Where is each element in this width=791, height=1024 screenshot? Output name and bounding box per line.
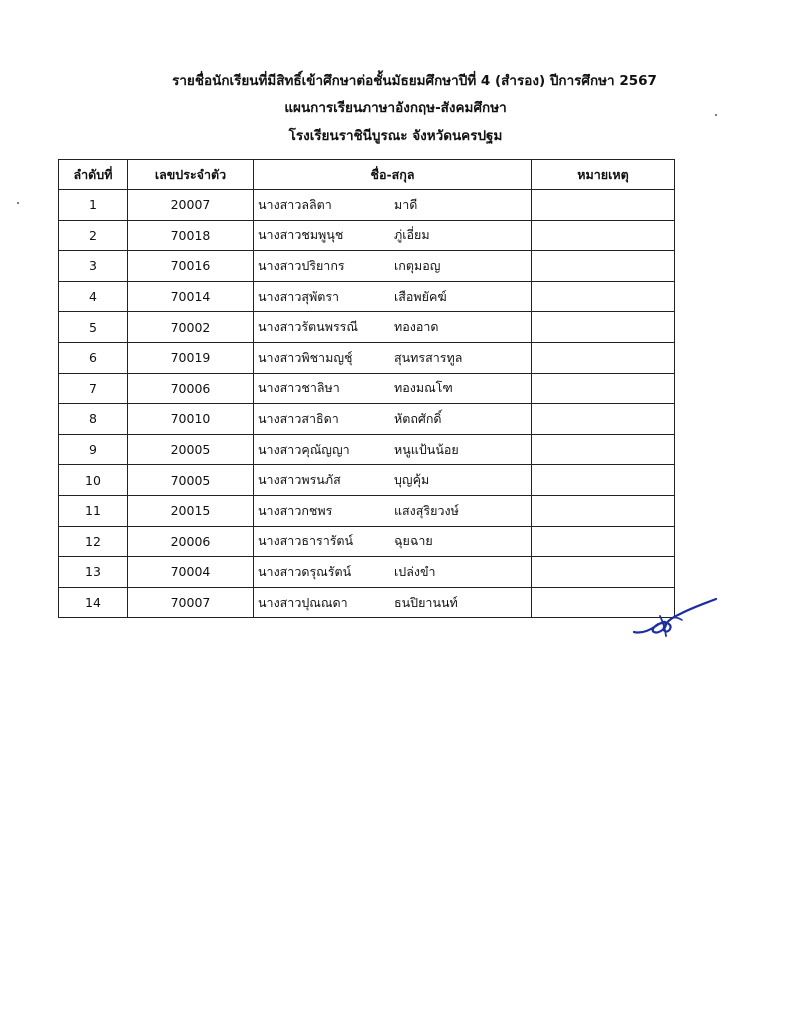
row-full-name: [254, 465, 532, 496]
scan-speck: [17, 202, 19, 204]
row-student-id: 70002: [128, 312, 254, 343]
row-remark: [532, 526, 675, 557]
row-full-name: [254, 312, 532, 343]
row-first-name: นางสาวสุพัตรา: [258, 288, 340, 304]
table-row: [59, 404, 675, 435]
row-number: 6: [59, 342, 128, 373]
row-remark: [532, 495, 675, 526]
row-last-name: หัตถศักดิ์: [394, 410, 442, 426]
row-number: 8: [59, 404, 128, 435]
page-title: รายชื่อนักเรียนที่มีสิทธิ์เข้าศึกษาต่อชั้นมัธยมศึกษาปีที่ 4 (สำรอง) ปีการศึกษา 2567: [172, 73, 657, 89]
row-first-name: นางสาวชมพูนุช: [258, 227, 344, 243]
row-first-name: นางสาวปริยากร: [258, 257, 345, 273]
row-first-name: นางสาวปุณณดา: [258, 594, 348, 610]
row-last-name: ทองอาด: [394, 319, 439, 335]
row-number: 11: [59, 495, 128, 526]
row-last-name: สุนทรสารทูล: [394, 349, 463, 365]
table-row: [59, 495, 675, 526]
row-first-name: นางสาวลลิตา: [258, 196, 332, 212]
row-student-id: 70019: [128, 342, 254, 373]
row-number: 12: [59, 526, 128, 557]
signature: [632, 596, 720, 646]
row-student-id: 70006: [128, 373, 254, 404]
table-header-row: [59, 160, 675, 190]
row-number: 7: [59, 373, 128, 404]
student-list-table: [58, 159, 675, 618]
row-last-name: ธนปิยานนท์: [394, 594, 458, 610]
row-student-id: 70004: [128, 557, 254, 588]
row-last-name: เกตุมอญ: [394, 257, 441, 273]
row-last-name: ทองมณโฑ: [394, 380, 453, 396]
row-last-name: เปล่งขำ: [394, 563, 436, 579]
study-plan-title: แผนการเรียนภาษาอังกฤษ-สังคมศึกษา: [284, 100, 507, 116]
header-student-id: เลขประจำตัว: [128, 160, 254, 190]
header-name: ชื่อ-สกุล: [254, 160, 532, 190]
row-first-name: นางสาวชาลิษา: [258, 380, 340, 396]
row-full-name: [254, 373, 532, 404]
row-number: 4: [59, 281, 128, 312]
row-number: 5: [59, 312, 128, 343]
header-remark: หมายเหตุ: [532, 160, 675, 190]
row-remark: [532, 342, 675, 373]
row-last-name: แสงสุริยวงษ์: [394, 502, 459, 518]
row-student-id: 70016: [128, 251, 254, 282]
row-student-id: 70010: [128, 404, 254, 435]
table-row: [59, 373, 675, 404]
row-student-id: 20006: [128, 526, 254, 557]
row-student-id: 20007: [128, 190, 254, 221]
row-full-name: [254, 220, 532, 251]
table-row: [59, 251, 675, 282]
row-full-name: [254, 587, 532, 618]
table-row: [59, 281, 675, 312]
row-number: 14: [59, 587, 128, 618]
row-last-name: หนูแป้นน้อย: [394, 441, 459, 457]
row-first-name: นางสาวพิชามญชุ์: [258, 349, 353, 365]
row-student-id: 70014: [128, 281, 254, 312]
row-student-id: 70005: [128, 465, 254, 496]
row-first-name: นางสาวธารารัตน์: [258, 533, 354, 549]
row-first-name: นางสาวกชพร: [258, 502, 333, 518]
row-student-id: 20015: [128, 495, 254, 526]
row-full-name: [254, 526, 532, 557]
row-last-name: เสือพยัคฆ์: [394, 288, 447, 304]
row-first-name: นางสาวดรุณรัตน์: [258, 563, 352, 579]
row-number: 1: [59, 190, 128, 221]
row-remark: [532, 312, 675, 343]
row-first-name: นางสาวรัตนพรรณี: [258, 319, 358, 335]
row-full-name: [254, 342, 532, 373]
row-number: 2: [59, 220, 128, 251]
header-number: ลำดับที่: [59, 160, 128, 190]
table-row: [59, 190, 675, 221]
row-remark: [532, 281, 675, 312]
table-row: [59, 465, 675, 496]
row-full-name: [254, 557, 532, 588]
row-remark: [532, 190, 675, 221]
row-full-name: [254, 281, 532, 312]
table-row: [59, 587, 675, 618]
row-full-name: [254, 251, 532, 282]
row-remark: [532, 557, 675, 588]
scan-speck: [715, 114, 717, 116]
row-first-name: นางสาวคุณัญญา: [258, 441, 350, 457]
row-first-name: นางสาวพรนภัส: [258, 472, 341, 488]
row-full-name: [254, 495, 532, 526]
table-row: [59, 342, 675, 373]
row-last-name: ฉุยฉาย: [394, 533, 433, 549]
row-full-name: [254, 190, 532, 221]
row-remark: [532, 404, 675, 435]
table-row: [59, 220, 675, 251]
row-number: 3: [59, 251, 128, 282]
row-number: 10: [59, 465, 128, 496]
document-header: [0, 74, 791, 143]
school-name: โรงเรียนราชินีบูรณะ จังหวัดนครปฐม: [288, 128, 503, 144]
row-student-id: 70018: [128, 220, 254, 251]
row-first-name: นางสาวสาธิดา: [258, 410, 339, 426]
table-row: [59, 557, 675, 588]
row-full-name: [254, 434, 532, 465]
row-remark: [532, 434, 675, 465]
table-row: [59, 434, 675, 465]
row-remark: [532, 465, 675, 496]
row-full-name: [254, 404, 532, 435]
row-remark: [532, 373, 675, 404]
table-row: [59, 526, 675, 557]
row-last-name: บุญคุ้ม: [394, 472, 430, 488]
table-body: [59, 190, 675, 618]
row-last-name: ภู่เอี่ยม: [394, 227, 430, 243]
row-last-name: มาดี: [394, 196, 418, 212]
row-number: 9: [59, 434, 128, 465]
row-remark: [532, 251, 675, 282]
row-remark: [532, 220, 675, 251]
row-student-id: 70007: [128, 587, 254, 618]
table-row: [59, 312, 675, 343]
row-number: 13: [59, 557, 128, 588]
row-student-id: 20005: [128, 434, 254, 465]
